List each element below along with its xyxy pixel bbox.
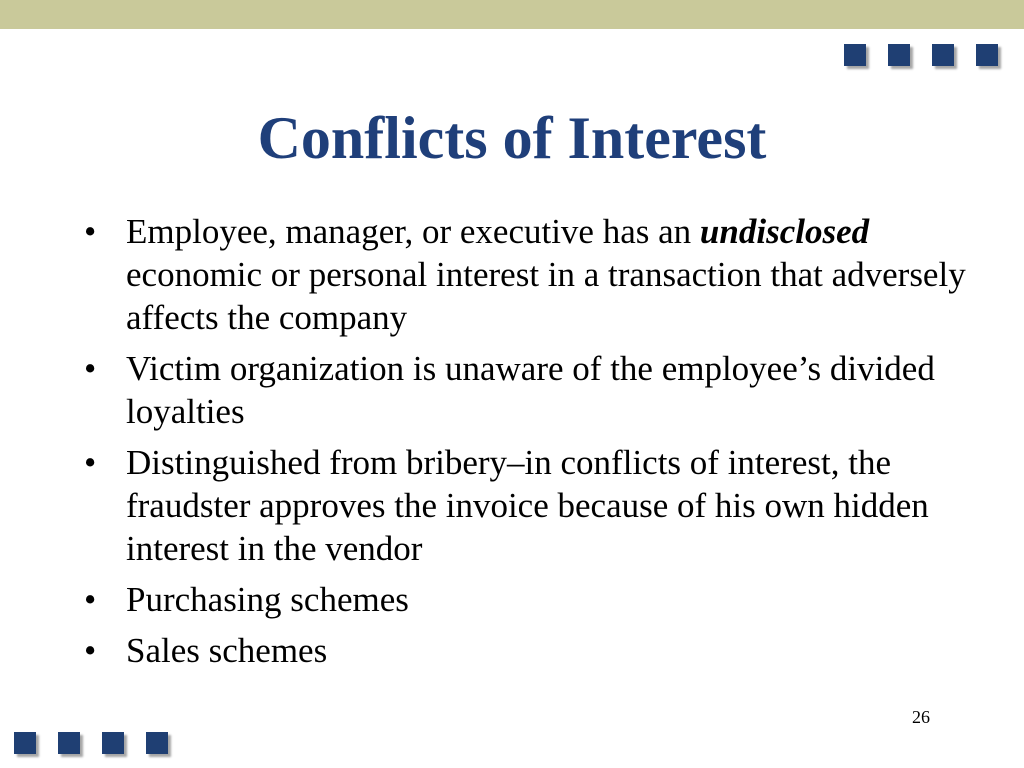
bullet-text: Victim organization is unaware of the employee’s divided loyalties — [126, 349, 935, 431]
decorative-square-top-4 — [976, 44, 998, 66]
decorative-square-bottom-2 — [58, 732, 80, 754]
bullet-text: Purchasing schemes — [126, 580, 409, 619]
bullet-dot: • — [84, 212, 97, 251]
top-decorative-band — [0, 0, 1024, 29]
decorative-square-top-1 — [844, 44, 866, 66]
bullet-text: Employee, manager, or executive has an — [126, 212, 700, 251]
bullet-text: Distinguished from bribery–in conflicts of interest, the fraudster approves the invoice because of his own hidden interest in the vendor — [126, 443, 929, 568]
bullet-text: Sales schemes — [126, 631, 328, 670]
bullet-item — [84, 441, 984, 570]
decorative-square-bottom-4 — [146, 732, 168, 754]
page-number: 26 — [912, 707, 930, 727]
bullet-list — [84, 210, 984, 680]
bullet-item — [84, 210, 984, 339]
bullet-dot: • — [84, 580, 97, 619]
bullet-dot: • — [84, 443, 97, 482]
bullet-item — [84, 347, 984, 433]
bullet-text: economic or personal interest in a transaction that adversely affects the company — [126, 255, 966, 337]
slide-title: Conflicts of Interest — [257, 105, 767, 171]
bullet-emphasis: undisclosed — [699, 212, 870, 251]
decorative-square-bottom-1 — [14, 732, 36, 754]
bullet-item — [84, 578, 984, 621]
bullet-item — [84, 629, 984, 672]
decorative-square-top-2 — [888, 44, 910, 66]
decorative-square-top-3 — [932, 44, 954, 66]
bullet-dot: • — [84, 631, 97, 670]
bullet-dot: • — [84, 349, 97, 388]
decorative-square-bottom-3 — [102, 732, 124, 754]
